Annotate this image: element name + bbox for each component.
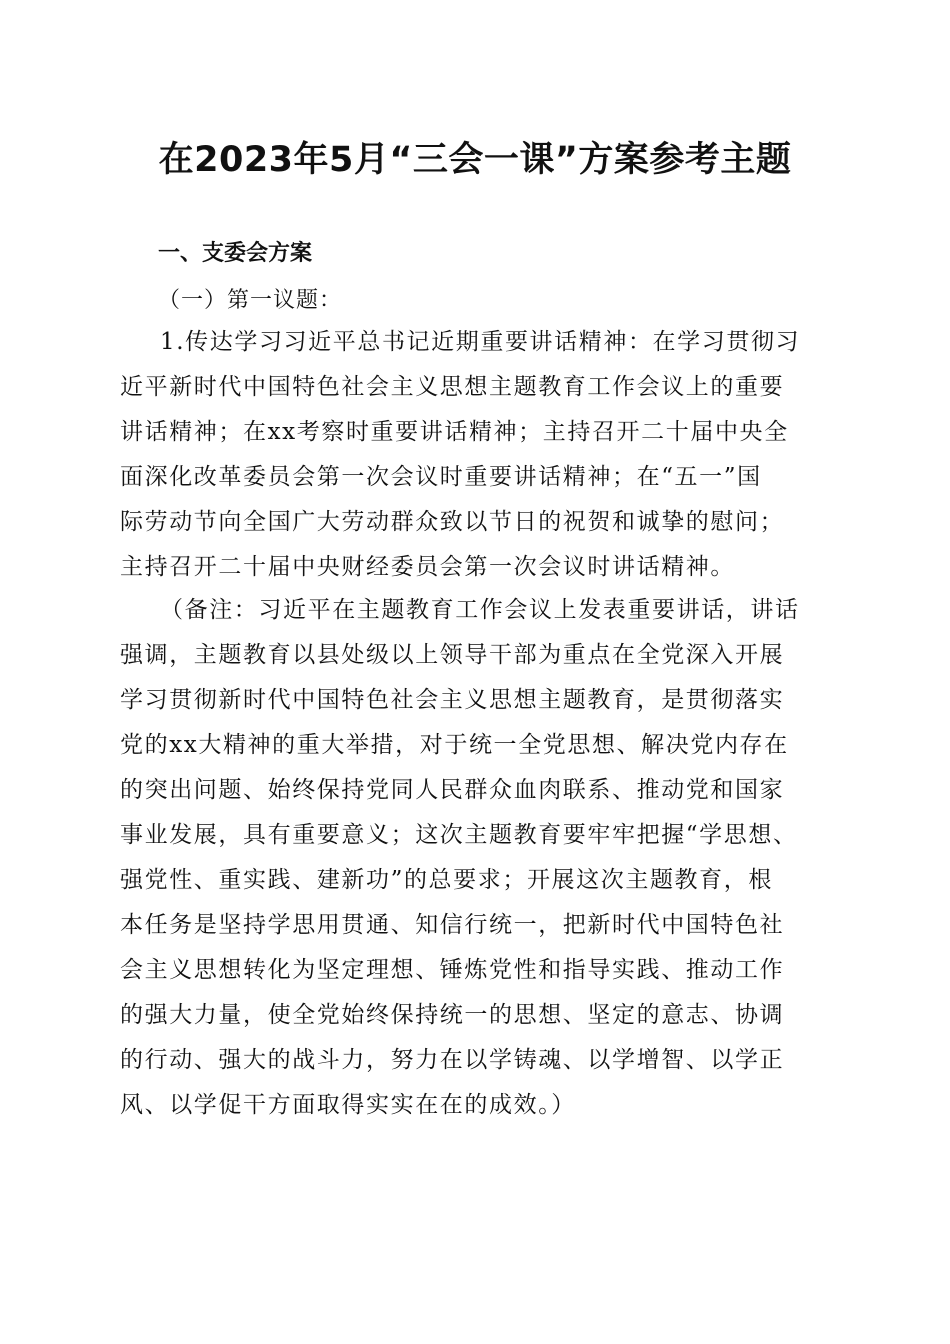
paragraph-line: 强党性、重实践、建新功”的总要求；开展这次主题教育，根 xyxy=(120,867,773,893)
paragraph-line: 的突出问题、始终保持党同人民群众血肉联系、推动党和国家 xyxy=(120,777,785,803)
paragraph-line: 本任务是坚持学思用贯通、知信行统一，把新时代中国特色社 xyxy=(120,912,785,938)
section-heading: 一、支委会方案 xyxy=(158,241,313,266)
subheading: （一）第一议题： xyxy=(158,288,343,313)
paragraph-line: 学习贯彻新时代中国特色社会主义思想主题教育，是贯彻落实 xyxy=(120,687,785,713)
paragraph-line: 的强大力量，使全党始终保持统一的思想、坚定的意志、协调 xyxy=(120,1002,785,1028)
paragraph-line: 近平新时代中国特色社会主义思想主题教育工作会议上的重要 xyxy=(120,374,785,400)
paragraph-line: 讲话精神；在xx考察时重要讲话精神；主持召开二十届中央全 xyxy=(120,419,789,445)
paragraph-2 xyxy=(120,588,840,1128)
paragraph-line: 主持召开二十届中央财经委员会第一次会议时讲话精神。 xyxy=(120,554,735,580)
paragraph-line: 面深化改革委员会第一次会议时重要讲话精神；在“五一”国 xyxy=(120,464,762,490)
paragraph-line: 事业发展，具有重要意义；这次主题教育要牢牢把握“学思想、 xyxy=(120,822,798,848)
paragraph-line: （备注：习近平在主题教育工作会议上发表重要讲话，讲话 xyxy=(160,597,800,623)
paragraph-line: 强调，主题教育以县处级以上领导干部为重点在全党深入开展 xyxy=(120,642,785,668)
paragraph-line: 的行动、强大的战斗力，努力在以学铸魂、以学增智、以学正 xyxy=(120,1047,785,1073)
paragraph-line: 风、以学促干方面取得实实在在的成效。） xyxy=(120,1092,576,1118)
paragraph-line: 会主义思想转化为坚定理想、锤炼党性和指导实践、推动工作 xyxy=(120,957,785,983)
paragraph-line: 党的xx大精神的重大举措，对于统一全党思想、解决党内存在 xyxy=(120,732,789,758)
paragraph-line: 1.传达学习习近平总书记近期重要讲话精神：在学习贯彻习 xyxy=(160,329,801,355)
paragraph-line: 际劳动节向全国广大劳动群众致以节日的祝贺和诚挚的慰问； xyxy=(120,509,785,535)
document-title: 在2023年5月“三会一课”方案参考主题 xyxy=(158,140,792,180)
paragraph-1 xyxy=(120,320,840,590)
